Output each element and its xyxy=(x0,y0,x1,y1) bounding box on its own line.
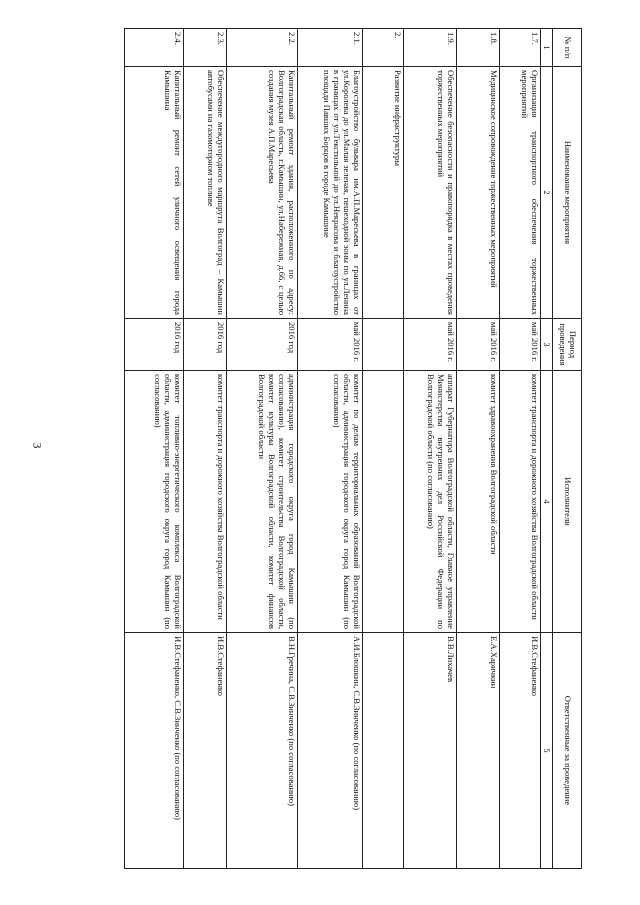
header-responsible: Ответственные за проведение xyxy=(553,633,582,869)
row-responsible: И.В.Стефаненко xyxy=(499,633,540,869)
row-num: 2.3. xyxy=(183,29,226,67)
header-num: № п/п xyxy=(553,29,582,67)
row-event-name: Капитальный ремонт сетей уличного освещения города Камышина xyxy=(124,67,183,319)
row-event-name: Развитие инфраструктуры xyxy=(362,67,403,319)
row-num: 2.1. xyxy=(297,29,362,67)
row-period: 2016 год xyxy=(183,319,226,371)
table-row xyxy=(456,29,499,869)
row-event-name: Капитальный ремонт здания, расположенного по адресу: Волгоградская область, г.Камышин, ул.Набережная, д.66, с целью создания музея А.П.Маресьева xyxy=(226,67,297,319)
row-executors: комитет по делам территориальных образований Волгоградской области, администрация городского округа город Камышин (по согласованию) xyxy=(297,371,362,633)
row-executors: аппарат Губернатора Волгоградской области, Главное управление Министерства внутренних дел Российской Федерации по Волгоградской области (по согласованию) xyxy=(403,371,456,633)
table-row xyxy=(403,29,456,869)
events-table xyxy=(124,28,582,869)
row-executors xyxy=(362,371,403,633)
row-responsible: А.И.Блошкин, С.В.Зинченко (по согласованию) xyxy=(297,633,362,869)
col-number: 1 xyxy=(540,29,552,67)
table-row xyxy=(499,29,540,869)
row-num: 1.9. xyxy=(403,29,456,67)
table-section-row xyxy=(362,29,403,869)
col-number: 5 xyxy=(540,633,552,869)
table-row xyxy=(183,29,226,869)
row-executors: комитет транспорта и дорожного хозяйства Волгоградской области xyxy=(499,371,540,633)
row-num: 2.4. xyxy=(124,29,183,67)
row-num: 1.7. xyxy=(499,29,540,67)
row-period: май 2016 г. xyxy=(499,319,540,371)
header-name: Наименование мероприятия xyxy=(553,67,582,319)
row-num: 2.2. xyxy=(226,29,297,67)
page-number: 3 xyxy=(30,442,45,449)
row-executors: комитет транспорта и дорожного хозяйства Волгоградской области xyxy=(183,371,226,633)
row-responsible: В.Н.Гречина, С.В.Зинченко (по согласованию) xyxy=(226,633,297,869)
table-header-row xyxy=(553,29,582,869)
column-number-row xyxy=(540,29,552,869)
row-period: 2016 год xyxy=(226,319,297,371)
table-row xyxy=(124,29,183,869)
header-executors: Исполнители xyxy=(553,371,582,633)
row-event-name: Благоустройство бульвара им.А.П.Маресьева в границах от ул.Королева до ул.Малая зеленая, пешеходной зоны по ул.Ленина в границах от ул.Текстильной до ул.Некрасова и благоустройство площади Павших Борцов в городе Камышине xyxy=(297,67,362,319)
row-num: 2. xyxy=(362,29,403,67)
row-executors: комитет топливно-энергетического комплекса Волгоградской области, администрация городского округа город Камышин (по согласованию) xyxy=(124,371,183,633)
table-row xyxy=(226,29,297,869)
table-row xyxy=(297,29,362,869)
col-number: 3 xyxy=(540,319,552,371)
row-event-name: Организация транспортного обеспечения торжественных мероприятий xyxy=(499,67,540,319)
row-num: 1.8. xyxy=(456,29,499,67)
row-executors: комитет здравоохранения Волгоградской области xyxy=(456,371,499,633)
document-sheet xyxy=(72,28,582,868)
header-period: Период проведения xyxy=(553,319,582,371)
col-number: 4 xyxy=(540,371,552,633)
row-responsible xyxy=(362,633,403,869)
row-period: 2016 год xyxy=(124,319,183,371)
row-period xyxy=(362,319,403,371)
row-period: май 2016 г. xyxy=(297,319,362,371)
row-executors: администрация городского округа город Камышин (по согласованию), комитет строительства Волгоградской области, комитет культуры Волгоградской области, комитет финансов Волгоградской области xyxy=(226,371,297,633)
row-responsible: И.В.Стефаненко, С.В.Зинченко (по согласованию) xyxy=(124,633,183,869)
col-number: 2 xyxy=(540,67,552,319)
row-event-name: Обеспечение безопасности и правопорядка в местах проведения торжественных мероприятий xyxy=(403,67,456,319)
row-responsible: Е.А.Харичкин xyxy=(456,633,499,869)
row-period: май 2016 г. xyxy=(403,319,456,371)
row-period: май 2016 г. xyxy=(456,319,499,371)
row-responsible: В.В.Лихачев xyxy=(403,633,456,869)
row-event-name: Медицинское сопровождение торжественных мероприятий xyxy=(456,67,499,319)
row-event-name: Обеспечение междугородного маршрута Волгоград – Камышин автобусами на газомоторном топливе xyxy=(183,67,226,319)
row-responsible: И.В.Стефаненко xyxy=(183,633,226,869)
